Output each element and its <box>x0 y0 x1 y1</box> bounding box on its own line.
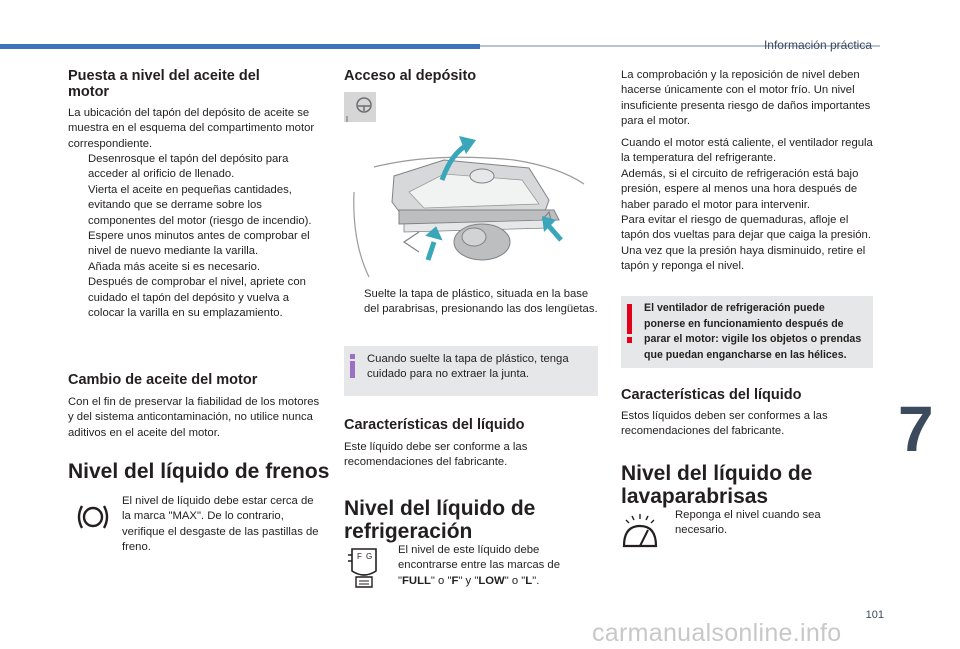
washer-fluid-icon <box>620 512 660 550</box>
coolant-level-text: El nivel de este líquido debe encontrarse entre las marcas de "FULL" o "F" y "LOW" o "L". <box>398 544 561 587</box>
list-item: Vierta el aceite en pequeñas cantidades, evitando que se derrame sobre los componentes del motor (riesgo de incendio). <box>88 183 312 227</box>
svg-text:G: G <box>366 552 373 561</box>
warning-note-text: El ventilador de refrigeración puede ponerse en funcionamiento después de parar el motor: vigile los objetos o prendas que puedan engancharse en las hélices. <box>644 302 862 361</box>
list-item: Suelte la tapa de plástico, situada en la base del parabrisas, presionando las dos lengüetas. <box>364 288 598 316</box>
info-note <box>344 346 598 396</box>
heading-reservoir-access: Acceso al depósito <box>344 68 477 84</box>
oil-steps-list <box>68 152 326 321</box>
fan-info-text: Cuando el motor está caliente, el ventilador regula la temperatura del refrigerante. Además, si el circuito de refrigeración está bajo presión, espere al menos una hora después de haber parado el motor para intervenir. Para evitar el riesgo de quemaduras, afloje el tapón dos vueltas para dejar que caiga la presión. Una vez que la presión haya disminuido, retire el tapón y reponga el nivel. <box>621 137 873 273</box>
section-title: Información práctica <box>763 38 872 52</box>
fluid-specs-text-2: Estos líquidos deben ser conformes a las recomendaciones del fabricante. <box>621 410 828 438</box>
heading-oil-change: Cambio de aceite del motor <box>68 372 258 388</box>
brake-fluid-warning-icon <box>76 503 110 531</box>
heading-coolant-level: Nivel del líquido de refrigeración <box>344 497 536 543</box>
fluid-specs-text: Este líquido debe ser conforme a las recomendaciones del fabricante. <box>344 441 528 469</box>
heading-fluid-specs-2: Características del líquido <box>621 387 802 403</box>
list-item: Después de comprobar el nivel, apriete con cuidado el tapón del depósito y vuelva a colocar la varilla en su emplazamiento. <box>88 276 306 320</box>
reservoir-access-illustration <box>344 92 594 284</box>
info-note-text: Cuando suelte la tapa de plástico, tenga cuidado para no extraer la junta. <box>367 353 569 381</box>
page-number: 101 <box>865 609 884 621</box>
info-icon <box>350 354 355 378</box>
heading-oil-topup: Puesta a nivel del aceite del motor <box>68 68 260 100</box>
warning-note <box>621 296 873 368</box>
watermark: carmanualsonline.info <box>592 619 842 647</box>
oil-intro-text: La ubicación del tapón del depósito de aceite se muestra en el esquema del compartimento motor correspondiente. <box>68 107 315 150</box>
coolant-check-text: La comprobación y la reposición de nivel deben hacerse únicamente con el motor frío. Un nivel insuficiente presenta riesgo de daños importantes para el motor. <box>621 69 871 128</box>
oil-change-text: Con el fin de preservar la fiabilidad de los motores y del sistema anticontaminación, no utilice nunca aditivos en el aceite del motor. <box>68 396 320 439</box>
coolant-reservoir-icon <box>346 545 382 589</box>
warning-icon <box>627 304 632 344</box>
brake-fluid-text: El nivel de líquido debe estar cerca de la marca "MAX". De lo contrario, verifique el desgaste de las pastillas de freno. <box>122 495 319 554</box>
list-item: Espere unos minutos antes de comprobar el nivel de nuevo mediante la varilla. <box>88 230 310 258</box>
washer-fluid-text: Reponga el nivel cuando sea necesario. <box>675 509 821 537</box>
access-steps-list <box>344 287 598 318</box>
list-item: Desenrosque el tapón del depósito para acceder al orificio de llenado. <box>88 153 289 181</box>
heading-washer-fluid: Nivel del líquido de lavaparabrisas <box>621 462 813 508</box>
header-accent-bar <box>0 44 480 49</box>
svg-text:F: F <box>357 552 362 561</box>
list-item: Añada más aceite si es necesario. <box>88 260 261 273</box>
chapter-number: 7 <box>898 393 934 465</box>
heading-brake-fluid: Nivel del líquido de frenos <box>68 460 330 483</box>
heading-fluid-specs: Características del líquido <box>344 417 525 433</box>
